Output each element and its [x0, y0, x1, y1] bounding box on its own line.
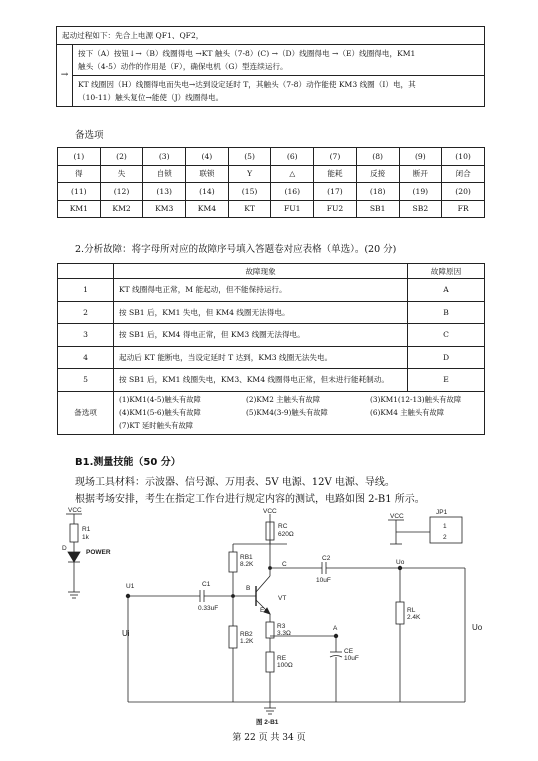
fault-options-cell — [114, 391, 485, 434]
option-cell: (2) — [100, 148, 143, 166]
option-cell: Y — [228, 165, 271, 183]
fault-row-number: 1 — [58, 279, 114, 302]
r3-resistor — [266, 622, 274, 638]
option-cell: (4) — [186, 148, 229, 166]
led-symbol — [68, 552, 80, 562]
option-cell: (20) — [442, 183, 485, 201]
process-line-2: 触头（4-5）动作的作用是（F），确保电机（G）型连续运行。 — [78, 62, 288, 71]
r3-value: 3.3Ω — [277, 630, 291, 637]
option-cell: (3) — [143, 148, 186, 166]
power-led-branch — [62, 507, 111, 598]
fault-row — [58, 301, 485, 324]
tools-paragraph: 现场工具材料：示波器、信号源、万用表、5V 电源、12V 电源、导线。 — [75, 477, 395, 488]
option-cell: SB1 — [356, 200, 399, 218]
rl-value: 2.4K — [407, 614, 421, 621]
fault-row — [58, 346, 485, 369]
page-footer: 第 22 页 共 34 页 — [232, 733, 306, 743]
r3-label: R3 — [277, 623, 286, 630]
jp1-pin-1: 1 — [443, 523, 447, 530]
options-row — [58, 148, 485, 166]
rl-resistor — [396, 602, 404, 624]
option-cell: KM1 — [58, 200, 101, 218]
fault-row-number: 4 — [58, 346, 114, 369]
fault-row-number: 2 — [58, 301, 114, 324]
fault-row-cause: D — [408, 346, 485, 369]
ce-label: CE — [344, 648, 354, 655]
option-cell: (17) — [314, 183, 357, 201]
option-cell: KT — [228, 200, 271, 218]
vt-label: VT — [278, 595, 287, 602]
vcc-label-jp1: VCC — [390, 513, 404, 520]
options-title: 备选项 — [75, 130, 104, 141]
section-b1-title: B1.测量技能（50 分） — [75, 457, 181, 468]
fault-option: (3)KM1(12-13)触头有故障 — [370, 394, 462, 404]
power-label: POWER — [86, 549, 111, 556]
fault-row-number: 3 — [58, 324, 114, 347]
c2-label: C2 — [322, 555, 331, 562]
option-cell: (5) — [228, 148, 271, 166]
option-cell: KM4 — [186, 200, 229, 218]
fault-row-cause: B — [408, 301, 485, 324]
fault-row — [58, 279, 485, 302]
c-label: C — [282, 561, 287, 568]
options-row — [58, 183, 485, 201]
process-line-3: KT 线圈因（H）线圈得电而失电→达到设定延时 T，其触头（7-8）动作能使 KM3 线圈（I）电，其 — [78, 80, 416, 89]
option-cell: (13) — [143, 183, 186, 201]
figure-caption: 图 2-B1 — [256, 719, 279, 726]
uo-label: Uo — [472, 623, 483, 632]
d-label: D — [62, 545, 67, 552]
option-cell: 闭合 — [442, 165, 485, 183]
fault-row-cause: A — [408, 279, 485, 302]
fault-option: (4)KM1(5-6)触头有故障 — [119, 407, 201, 417]
options-row — [58, 200, 485, 218]
uo-top-label: Uo — [396, 559, 405, 566]
option-cell: FU1 — [271, 200, 314, 218]
fault-row — [58, 324, 485, 347]
options-row — [58, 165, 485, 183]
u1-label: U1 — [126, 583, 135, 590]
fault-options-row — [58, 391, 485, 434]
option-cell: KM3 — [143, 200, 186, 218]
jp1-pin-2: 2 — [443, 534, 447, 541]
a-label: A — [333, 625, 338, 632]
option-cell: KM2 — [100, 200, 143, 218]
vcc-label-top: VCC — [263, 508, 277, 515]
fault-table — [57, 263, 485, 435]
option-cell: 反接 — [356, 165, 399, 183]
option-cell: SB2 — [399, 200, 442, 218]
option-cell: (7) — [314, 148, 357, 166]
option-cell: 得 — [58, 165, 101, 183]
circuit-diagram — [60, 504, 500, 726]
rb2-value: 1.2K — [240, 638, 254, 645]
fault-header-phenomenon: 故障现象 — [114, 264, 408, 279]
fault-row-text: 按 SB1 后，KM4 得电正常，但 KM3 线圈无法得电。 — [114, 324, 408, 347]
option-cell: (6) — [271, 148, 314, 166]
option-cell: 失 — [100, 165, 143, 183]
option-cell: 能耗 — [314, 165, 357, 183]
jp1-label: JP1 — [436, 509, 448, 516]
options-grid — [57, 147, 485, 218]
option-cell: (10) — [442, 148, 485, 166]
b-label: B — [246, 585, 251, 592]
c2-value: 10uF — [316, 577, 331, 584]
option-cell: (12) — [100, 183, 143, 201]
option-cell: 断开 — [399, 165, 442, 183]
c1-label: C1 — [202, 581, 211, 588]
option-cell: (16) — [271, 183, 314, 201]
ui-label: Ui — [122, 629, 130, 638]
fault-row-cause: E — [408, 369, 485, 392]
process-step-2 — [73, 76, 485, 107]
rb2-resistor — [229, 626, 237, 648]
option-cell: △ — [271, 165, 314, 183]
fault-row — [58, 369, 485, 392]
fault-row-cause: C — [408, 324, 485, 347]
re-resistor — [266, 652, 274, 672]
option-cell: (9) — [399, 148, 442, 166]
fault-row-text: 按 SB1 后，KM1 线圈失电，KM3、KM4 线圈得电正常，但未进行能耗制动。 — [114, 369, 408, 392]
rl-label: RL — [407, 607, 416, 614]
jp1-connector — [388, 509, 462, 544]
option-cell: (14) — [186, 183, 229, 201]
fault-row-text: 起动后 KT 能断电，当设定延时 T 达到，KM3 线圈无法失电。 — [114, 346, 408, 369]
rb2-label: RB2 — [240, 631, 253, 638]
option-cell: (18) — [356, 183, 399, 201]
fault-row-number: 5 — [58, 369, 114, 392]
rb1-value: 8.2K — [240, 561, 254, 568]
fault-row-text: KT 线圈得电正常，M 能起动，但不能保持运行。 — [114, 279, 408, 302]
fault-header-cause: 故障原因 — [408, 264, 485, 279]
re-value: 100Ω — [277, 662, 293, 669]
fault-option: (2)KM2 主触头有故障 — [246, 394, 321, 404]
process-line-1: 按下（A）按钮↓→（B）线圈得电 →KT 触头（7-8）(C) →（D）线圈得电 →（E）线圈得电，KM1 — [78, 49, 416, 58]
option-cell: (19) — [399, 183, 442, 201]
rc-value: 620Ω — [278, 531, 294, 538]
rc-label: RC — [278, 523, 288, 530]
re-label: RE — [277, 655, 287, 662]
r1-resistor — [70, 524, 78, 542]
r1-label: R1 — [82, 526, 91, 533]
option-cell: (15) — [228, 183, 271, 201]
option-cell: FU2 — [314, 200, 357, 218]
rb1-resistor — [229, 552, 237, 572]
fault-header-row — [58, 264, 485, 279]
fault-row-text: 按 SB1 后，KM1 失电，但 KM4 线圈无法得电。 — [114, 301, 408, 324]
arrow-cell: → — [57, 45, 73, 107]
question-2: 2.分析故障：将字母所对应的故障序号填入答题卷对应表格（单选）。(20 分) — [75, 244, 397, 255]
process-table — [56, 26, 485, 107]
fault-option: (6)KM4 主触头有故障 — [370, 407, 445, 417]
c1-value: 0.33uF — [198, 605, 219, 612]
fault-header-blank — [58, 264, 114, 279]
fault-option: (1)KM1(4-5)触头有故障 — [119, 394, 201, 404]
process-line-4: （10-11）触头复位→能使（J）线圈得电。 — [78, 93, 224, 102]
ce-value: 10uF — [344, 655, 359, 662]
r1-value: 1k — [82, 534, 89, 541]
option-cell: (11) — [58, 183, 101, 201]
vcc-label-left: VCC — [68, 507, 82, 514]
process-intro: 起动过程如下：先合上电源 QF1、QF2， — [57, 27, 485, 45]
fault-option: (7)KT 延时触头有故障 — [119, 420, 194, 430]
instruction-paragraph: 根据考场安排，考生在指定工作台进行规定内容的测试，电路如图 2-B1 所示。 — [75, 494, 425, 505]
option-cell: (8) — [356, 148, 399, 166]
fault-options-list — [119, 392, 479, 434]
option-cell: 联锁 — [186, 165, 229, 183]
process-step-1 — [73, 45, 485, 76]
option-cell: (1) — [58, 148, 101, 166]
fault-options-label: 备选项 — [58, 391, 114, 434]
e-label: E — [260, 607, 265, 614]
option-cell: FR — [442, 200, 485, 218]
option-cell: 自锁 — [143, 165, 186, 183]
rb1-label: RB1 — [240, 554, 253, 561]
fault-option: (5)KM4(3-9)触头有故障 — [246, 407, 328, 417]
